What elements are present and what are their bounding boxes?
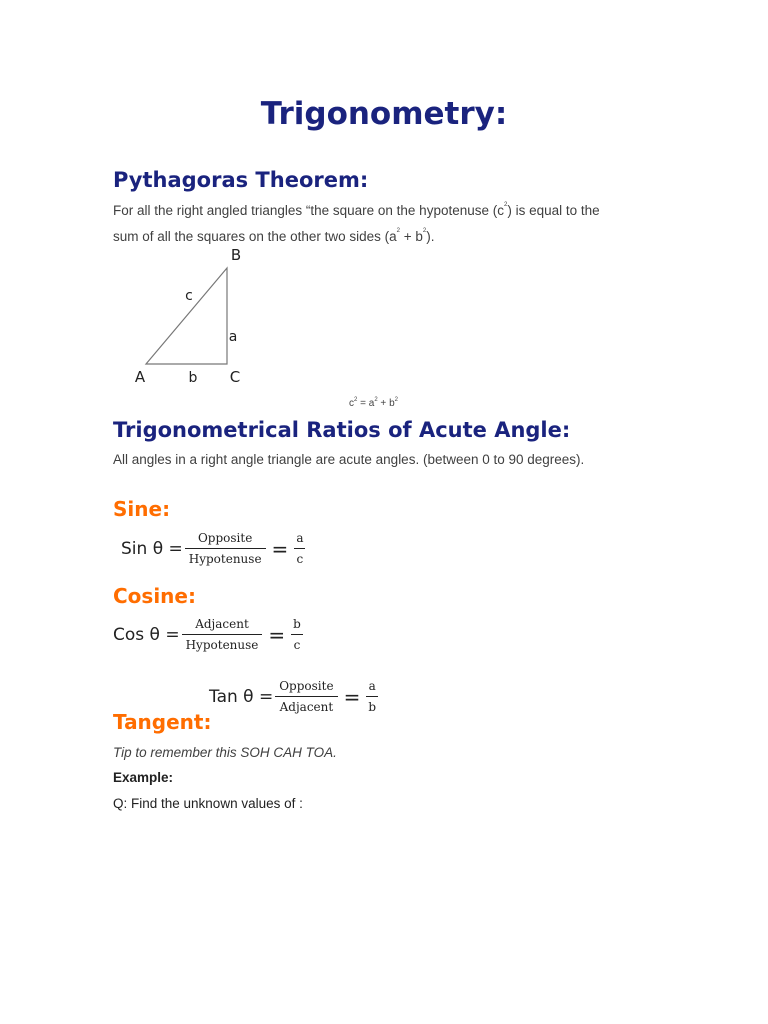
cosine-heading: Cosine: bbox=[113, 584, 196, 608]
text-fragment: ). bbox=[426, 229, 435, 244]
text-fragment: + b bbox=[400, 229, 423, 244]
fraction-denominator: c bbox=[296, 552, 304, 566]
pythagoras-formula bbox=[349, 398, 398, 409]
cosine-lhs: Cos θ = bbox=[113, 624, 180, 645]
page-title: Trigonometry: bbox=[260, 96, 508, 132]
equals-sign: = bbox=[268, 622, 286, 647]
superscript: 2 bbox=[396, 228, 400, 234]
side-b-label: b bbox=[188, 370, 198, 386]
formula-eq: = bbox=[357, 398, 369, 409]
text-fragment: sum of all the squares on the other two sides (a bbox=[113, 229, 397, 244]
formula-plus: + bbox=[377, 398, 390, 409]
sine-fraction bbox=[185, 531, 266, 566]
equals-sign: = bbox=[343, 684, 361, 709]
text-fragment: For all the right angled triangles “the square on the hypotenuse (c bbox=[113, 203, 504, 218]
fraction-numerator: a bbox=[294, 531, 305, 549]
superscript: 2 bbox=[354, 397, 358, 403]
example-label: Example: bbox=[113, 770, 174, 785]
side-c-label: c bbox=[185, 288, 193, 304]
text-fragment: ) is equal to the bbox=[507, 203, 600, 218]
question-text: Q: Find the unknown values of : bbox=[113, 796, 303, 811]
sine-ratio-fraction bbox=[294, 531, 305, 566]
right-triangle-diagram bbox=[120, 240, 260, 390]
equals-sign: = bbox=[271, 536, 289, 561]
formula-a: a bbox=[368, 398, 375, 409]
fraction-denominator: Hypotenuse bbox=[185, 638, 259, 652]
tangent-formula bbox=[209, 679, 378, 714]
superscript: 2 bbox=[422, 228, 427, 234]
sine-lhs: Sin θ = bbox=[121, 538, 183, 559]
fraction-denominator: c bbox=[293, 638, 301, 652]
ratios-description: All angles in a right angle triangle are acute angles. (between 0 to 90 degrees). bbox=[113, 452, 585, 467]
fraction-numerator: b bbox=[291, 617, 303, 635]
tip-text: Tip to remember this SOH CAH TOA. bbox=[113, 745, 337, 760]
sine-heading: Sine: bbox=[113, 497, 171, 521]
tangent-lhs: Tan θ = bbox=[209, 686, 274, 707]
superscript: 2 bbox=[374, 397, 378, 403]
fraction-numerator: Opposite bbox=[185, 531, 266, 549]
fraction-denominator: b bbox=[368, 700, 377, 714]
fraction-numerator: a bbox=[366, 679, 378, 697]
ratios-heading: Trigonometrical Ratios of Acute Angle: bbox=[113, 418, 571, 442]
fraction-denominator: Adjacent bbox=[279, 700, 334, 714]
vertex-a-label: A bbox=[134, 368, 146, 386]
superscript: 2 bbox=[394, 397, 398, 403]
cosine-ratio-fraction bbox=[291, 617, 303, 652]
side-a-label: a bbox=[228, 329, 238, 345]
sine-formula bbox=[121, 531, 305, 566]
formula-b: b bbox=[389, 398, 395, 409]
formula-c: c bbox=[349, 398, 354, 409]
vertex-c-label: C bbox=[229, 368, 241, 386]
cosine-fraction bbox=[182, 617, 263, 652]
fraction-numerator: Opposite bbox=[275, 679, 337, 697]
tangent-ratio-fraction bbox=[366, 679, 378, 714]
tangent-fraction bbox=[275, 679, 337, 714]
fraction-numerator: Adjacent bbox=[182, 617, 263, 635]
cosine-formula bbox=[113, 617, 303, 652]
fraction-denominator: Hypotenuse bbox=[188, 552, 262, 566]
pythagoras-text-line1 bbox=[113, 203, 600, 218]
superscript: 2 bbox=[504, 202, 508, 208]
triangle-shape bbox=[146, 268, 227, 364]
pythagoras-heading: Pythagoras Theorem: bbox=[113, 168, 369, 192]
vertex-b-label: B bbox=[230, 246, 242, 264]
tangent-heading: Tangent: bbox=[113, 710, 212, 734]
